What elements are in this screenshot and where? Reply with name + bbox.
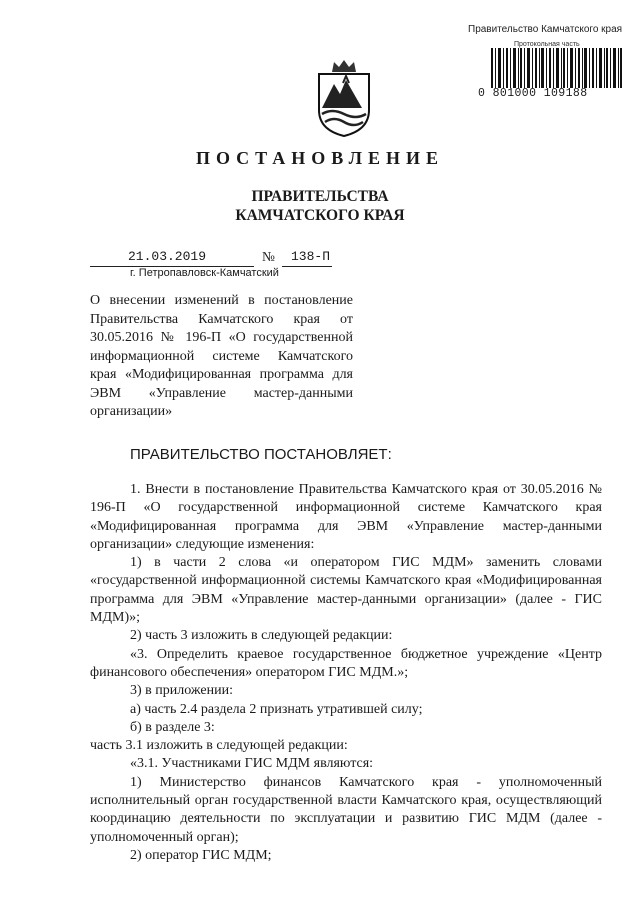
paragraph: 1) Министерство финансов Камчатского края - уполномоченный исполнительный орган государственной власти Камчатского края, осуществляющий координацию деятельности по эксплуатации и развитию ГИС МДМ (далее - уполномоченный орган); xyxy=(90,774,602,845)
number-label: № xyxy=(262,249,275,264)
paragraph: 2) оператор ГИС МДМ; xyxy=(130,847,272,863)
city-line: г. Петропавловск-Камчатский xyxy=(130,267,279,279)
paragraph: часть 3.1 изложить в следующей редакции: xyxy=(90,738,348,754)
document-body xyxy=(90,481,602,865)
paragraph: 2) часть 3 изложить в следующей редакции: xyxy=(130,628,393,644)
stamp-organization: Правительство Камчатского края xyxy=(468,24,623,35)
paragraph: а) часть 2.4 раздела 2 признать утратившей силу; xyxy=(130,701,423,717)
document-subject: О внесении изменений в постановление Правительства Камчатского края от 30.05.2016 № 196-П «О государственной информационной системе Камчатского края «Модифицированная программа для ЭВМ «Управление мастер-данными организации» xyxy=(90,293,353,419)
barcode-icon xyxy=(491,48,623,88)
barcode-number: 0 801000 109188 xyxy=(478,87,588,100)
paragraph: «3. Определить краевое государственное бюджетное учреждение «Центр финансового обеспечения» оператором ГИС МДМ.»; xyxy=(90,646,602,680)
paragraph: б) в разделе 3: xyxy=(130,719,215,735)
paragraph: 1) в части 2 слова «и оператором ГИС МДМ» заменить словами «государственной информационной системы Камчатского края «Модифицированная программа для ЭВМ «Управление мастер-данными организации» (далее - ГИС МДМ)»; xyxy=(90,555,602,626)
issuer-line-1: ПРАВИТЕЛЬСТВА xyxy=(251,188,389,205)
decree-heading: ПРАВИТЕЛЬСТВО ПОСТАНОВЛЯЕТ: xyxy=(130,446,392,463)
paragraph: «3.1. Участниками ГИС МДМ являются: xyxy=(130,756,374,772)
document-date: 21.03.2019 xyxy=(128,249,207,264)
paragraph: 1. Внести в постановление Правительства Камчатского края от 30.05.2016 № 196-П «О государственной информационной системе Камчатского края «Модифицированная программа для ЭВМ «Управление мастер-данными организации» следующие изменения: xyxy=(90,482,602,552)
document-title: ПОСТАНОВЛЕНИЕ xyxy=(195,148,445,168)
stamp-label: Протокольная часть xyxy=(514,41,580,48)
issuer-line-2: КАМЧАТСКОГО КРАЯ xyxy=(235,207,405,224)
paragraph: 3) в приложении: xyxy=(130,683,233,699)
kamchatka-coat-of-arms-icon xyxy=(316,58,372,138)
document-number: 138-П xyxy=(291,249,331,264)
